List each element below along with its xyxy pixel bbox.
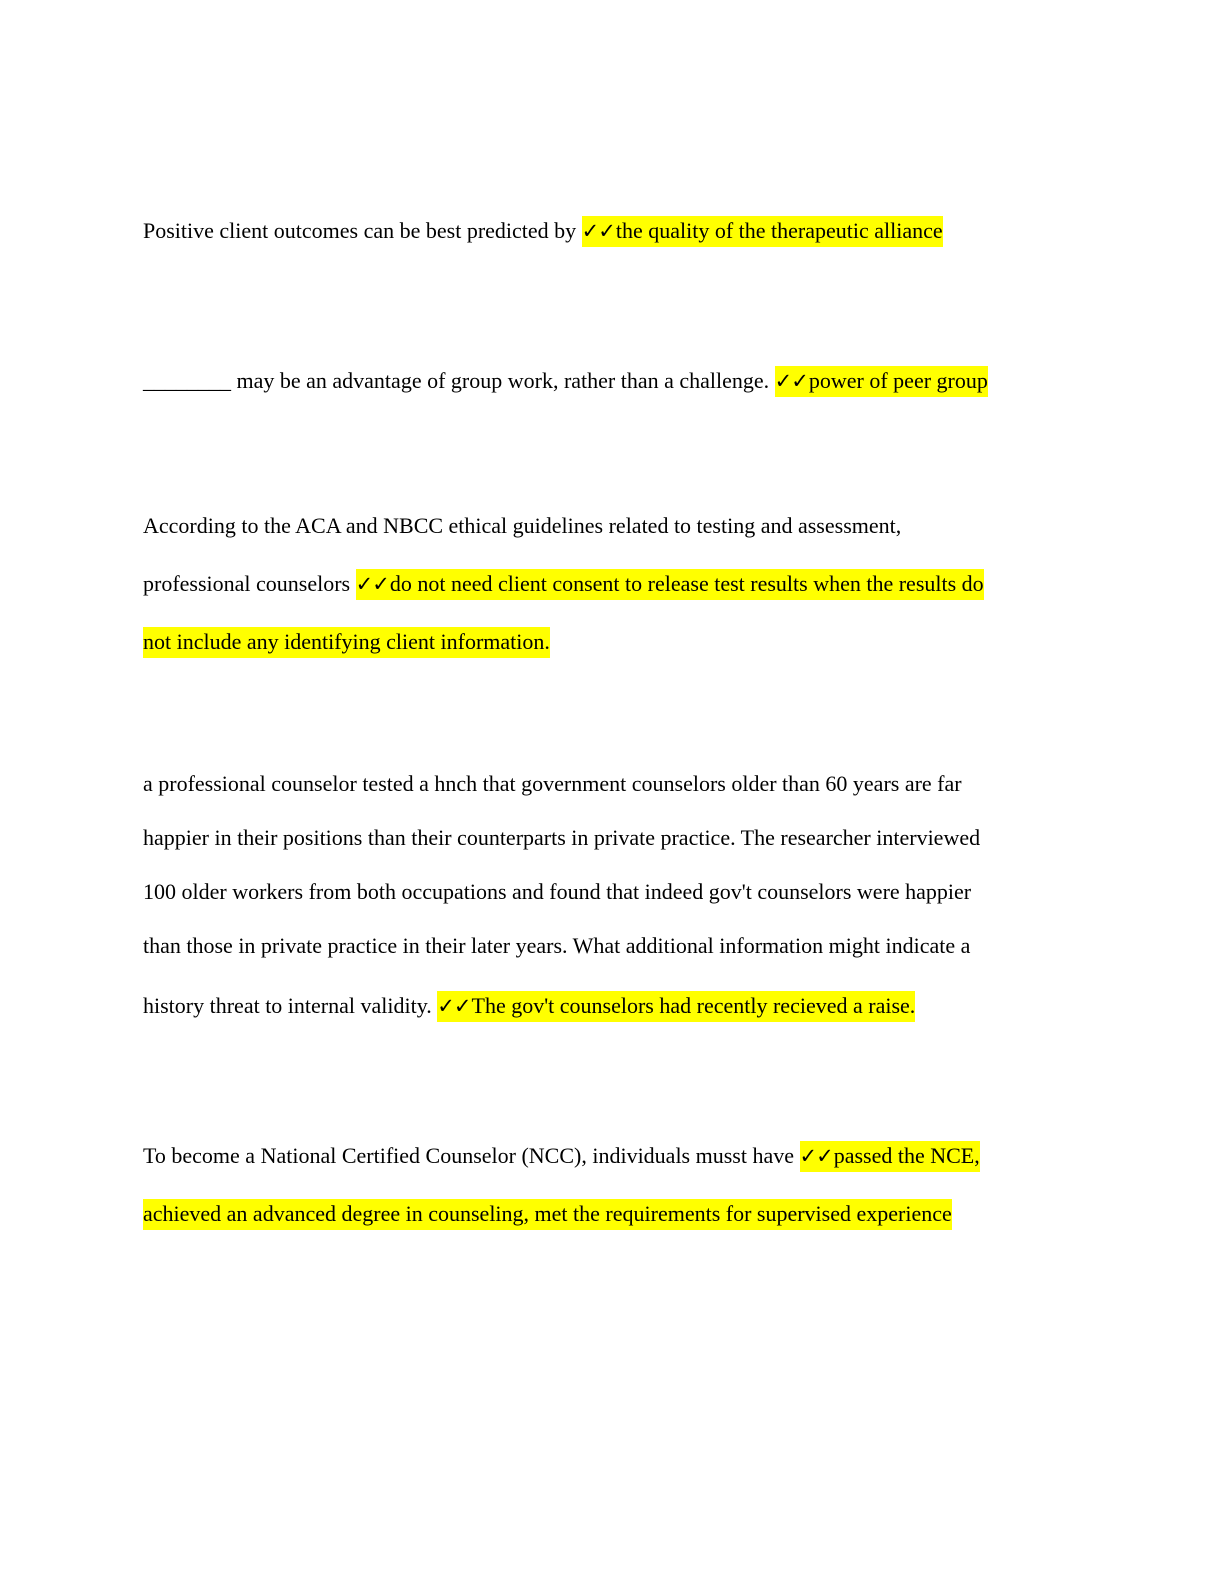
question-text: happier in their positions than their counterparts in private practice. The researcher interviewed [143,825,981,850]
qa-item-3 [143,497,1078,671]
double-check-icon: ✓✓ [355,572,389,596]
qa-line [143,811,1078,865]
answer-text: passed the NCE, [833,1143,980,1168]
qa-line [143,865,1078,919]
qa-line [143,352,1078,410]
qa-line [143,497,1078,555]
question-text: According to the ACA and NBCC ethical guidelines related to testing and assessment, [143,513,902,538]
qa-item-4 [143,757,1078,1035]
qa-line [143,1127,1078,1185]
qa-line [143,919,1078,977]
double-check-icon: ✓✓ [581,219,615,243]
answer-highlight [437,991,915,1022]
answer-text: not include any identifying client information. [143,629,550,654]
qa-item-2 [143,352,1078,410]
double-check-icon: ✓✓ [799,1144,833,1168]
answer-highlight [356,569,984,600]
question-text: history threat to internal validity. [143,993,432,1018]
qa-line [143,202,1078,260]
qa-line [143,977,1078,1035]
question-text: 100 older workers from both occupations and found that indeed gov't counselors were happier [143,879,972,904]
answer-text: achieved an advanced degree in counseling, met the requirements for supervised experience [143,1201,952,1226]
question-text: ________ may be an advantage of group work, rather than a challenge. [143,368,770,393]
answer-highlight [800,1141,980,1172]
qa-line [143,555,1078,613]
question-text: than those in private practice in their later years. What additional information might indicate a [143,933,971,958]
qa-item-1 [143,202,1078,260]
answer-highlight [143,627,550,658]
qa-line [143,1185,1078,1243]
question-text: Positive client outcomes can be best predicted by [143,218,577,243]
qa-line [143,613,1078,671]
question-text: a professional counselor tested a hnch that government counselors older than 60 years are far [143,771,962,796]
answer-text: the quality of the therapeutic alliance [615,218,943,243]
double-check-icon: ✓✓ [774,369,808,393]
answer-highlight [775,366,988,397]
answer-highlight [582,216,943,247]
question-text: To become a National Certified Counselor (NCC), individuals musst have [143,1143,794,1168]
question-text: professional counselors [143,571,351,596]
double-check-icon: ✓✓ [437,994,471,1018]
answer-text: The gov't counselors had recently recieved a raise. [471,993,916,1018]
answer-text: do not need client consent to release test results when the results do [389,571,984,596]
answer-highlight [143,1199,952,1230]
answer-text: power of peer group [808,368,988,393]
qa-line [143,757,1078,811]
qa-item-5 [143,1127,1078,1243]
